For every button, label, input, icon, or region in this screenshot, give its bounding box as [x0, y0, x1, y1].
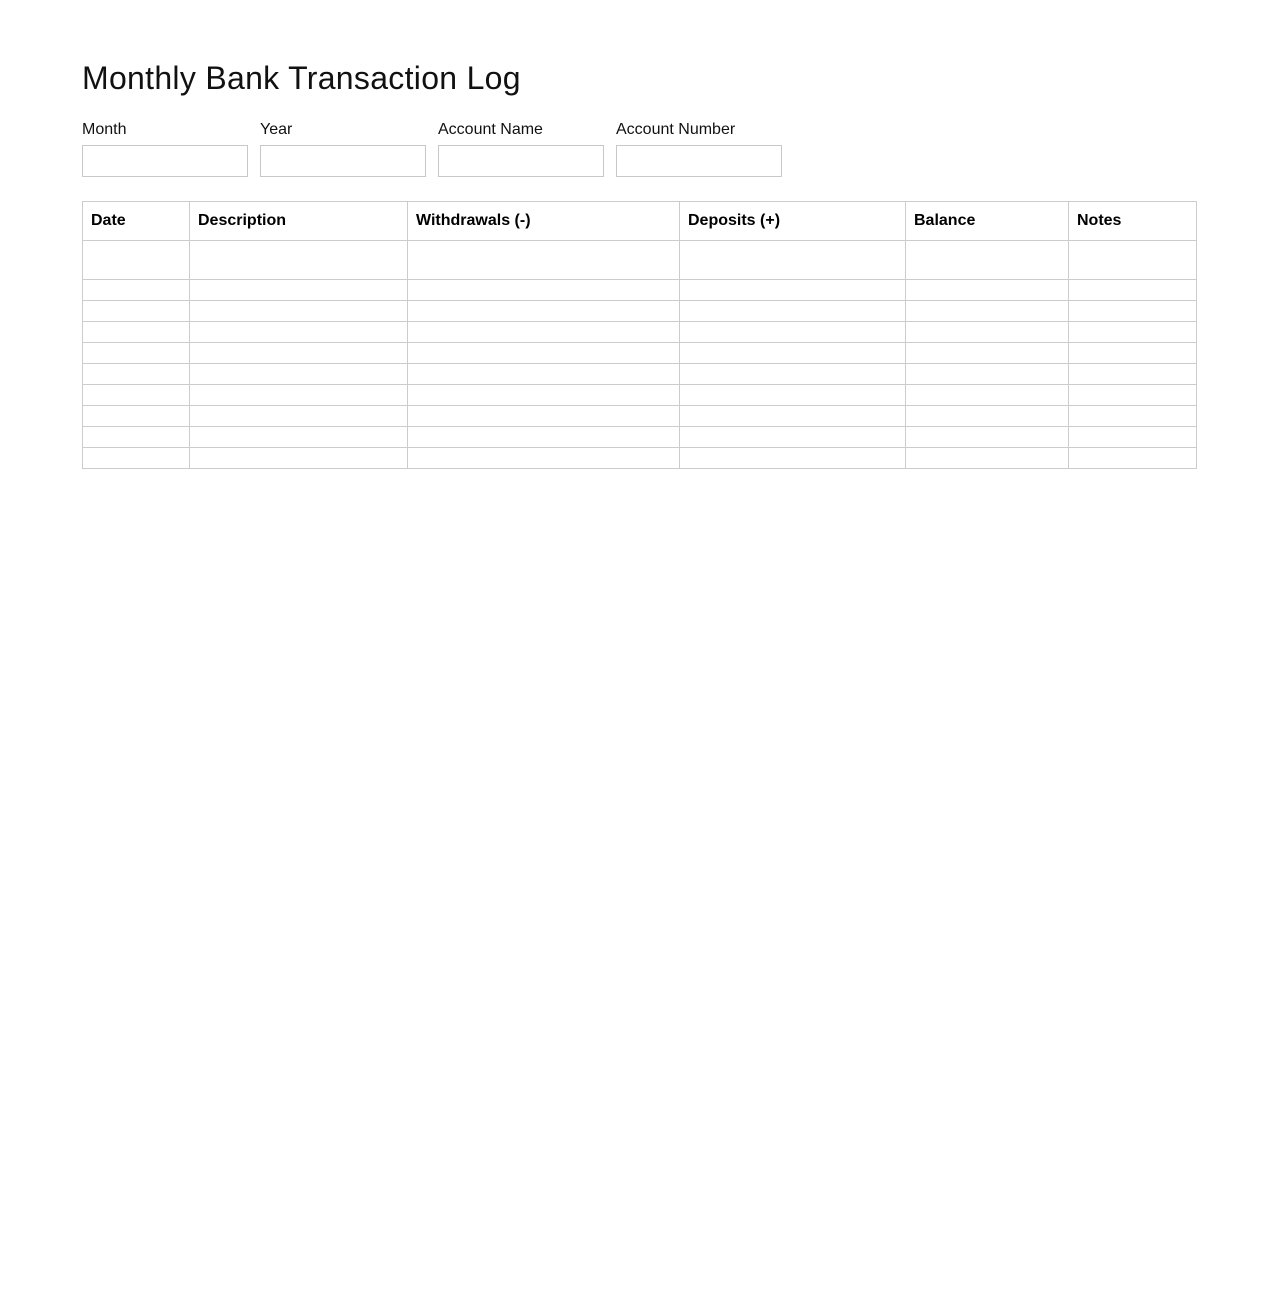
deposits-cell[interactable]: [680, 427, 906, 448]
withdrawals-cell[interactable]: [408, 364, 680, 385]
withdrawals-cell[interactable]: [408, 427, 680, 448]
year-label: Year: [260, 121, 293, 138]
balance-cell[interactable]: [906, 385, 1069, 406]
notes-cell[interactable]: [1069, 241, 1197, 280]
date-cell[interactable]: [83, 385, 190, 406]
table-row: [83, 280, 1197, 301]
table-row: [83, 343, 1197, 364]
account-name-field-group: [438, 120, 604, 177]
description-cell[interactable]: [190, 301, 408, 322]
withdrawals-cell[interactable]: [408, 241, 680, 280]
withdrawals-cell[interactable]: [408, 280, 680, 301]
notes-cell[interactable]: [1069, 301, 1197, 322]
deposits-cell[interactable]: [680, 406, 906, 427]
header-deposits: Deposits (+): [680, 202, 906, 241]
date-cell[interactable]: [83, 448, 190, 469]
deposits-cell[interactable]: [680, 343, 906, 364]
table-row: [83, 448, 1197, 469]
transaction-log-page: [82, 56, 1196, 469]
description-cell[interactable]: [190, 343, 408, 364]
balance-cell[interactable]: [906, 364, 1069, 385]
header-description: Description: [190, 202, 408, 241]
balance-cell[interactable]: [906, 301, 1069, 322]
notes-cell[interactable]: [1069, 406, 1197, 427]
balance-cell[interactable]: [906, 406, 1069, 427]
deposits-cell[interactable]: [680, 385, 906, 406]
description-cell[interactable]: [190, 385, 408, 406]
table-row: [83, 406, 1197, 427]
header-balance: Balance: [906, 202, 1069, 241]
notes-cell[interactable]: [1069, 427, 1197, 448]
table-row: [83, 322, 1197, 343]
withdrawals-cell[interactable]: [408, 385, 680, 406]
year-field-group: [260, 120, 426, 177]
date-cell[interactable]: [83, 322, 190, 343]
account-number-field-group: [616, 120, 782, 177]
date-cell[interactable]: [83, 427, 190, 448]
description-cell[interactable]: [190, 241, 408, 280]
deposits-cell[interactable]: [680, 301, 906, 322]
date-cell[interactable]: [83, 406, 190, 427]
month-input[interactable]: [82, 145, 248, 177]
deposits-cell[interactable]: [680, 322, 906, 343]
deposits-cell[interactable]: [680, 241, 906, 280]
notes-cell[interactable]: [1069, 385, 1197, 406]
header-withdrawals: Withdrawals (-): [408, 202, 680, 241]
notes-cell[interactable]: [1069, 280, 1197, 301]
header-notes: Notes: [1069, 202, 1197, 241]
date-cell[interactable]: [83, 301, 190, 322]
header-date: Date: [83, 202, 190, 241]
table-row: [83, 301, 1197, 322]
account-number-label: Account Number: [616, 121, 736, 138]
table-row: [83, 241, 1197, 280]
table-header-row: [83, 202, 1197, 241]
notes-cell[interactable]: [1069, 343, 1197, 364]
withdrawals-cell[interactable]: [408, 322, 680, 343]
description-cell[interactable]: [190, 406, 408, 427]
withdrawals-cell[interactable]: [408, 406, 680, 427]
balance-cell[interactable]: [906, 427, 1069, 448]
account-name-input[interactable]: [438, 145, 604, 177]
description-cell[interactable]: [190, 364, 408, 385]
account-name-label: Account Name: [438, 121, 543, 138]
deposits-cell[interactable]: [680, 448, 906, 469]
withdrawals-cell[interactable]: [408, 301, 680, 322]
balance-cell[interactable]: [906, 448, 1069, 469]
account-fields: [82, 120, 1196, 177]
withdrawals-cell[interactable]: [408, 343, 680, 364]
notes-cell[interactable]: [1069, 322, 1197, 343]
deposits-cell[interactable]: [680, 364, 906, 385]
table-row: [83, 427, 1197, 448]
month-field-group: [82, 120, 248, 177]
date-cell[interactable]: [83, 343, 190, 364]
balance-cell[interactable]: [906, 343, 1069, 364]
deposits-cell[interactable]: [680, 280, 906, 301]
notes-cell[interactable]: [1069, 364, 1197, 385]
transaction-table: [82, 201, 1197, 469]
description-cell[interactable]: [190, 427, 408, 448]
date-cell[interactable]: [83, 364, 190, 385]
balance-cell[interactable]: [906, 241, 1069, 280]
withdrawals-cell[interactable]: [408, 448, 680, 469]
description-cell[interactable]: [190, 280, 408, 301]
balance-cell[interactable]: [906, 322, 1069, 343]
year-input[interactable]: [260, 145, 426, 177]
month-label: Month: [82, 121, 127, 138]
description-cell[interactable]: [190, 322, 408, 343]
notes-cell[interactable]: [1069, 448, 1197, 469]
page-title: Monthly Bank Transaction Log: [82, 60, 521, 96]
description-cell[interactable]: [190, 448, 408, 469]
date-cell[interactable]: [83, 280, 190, 301]
table-row: [83, 385, 1197, 406]
balance-cell[interactable]: [906, 280, 1069, 301]
table-row: [83, 364, 1197, 385]
date-cell[interactable]: [83, 241, 190, 280]
account-number-input[interactable]: [616, 145, 782, 177]
